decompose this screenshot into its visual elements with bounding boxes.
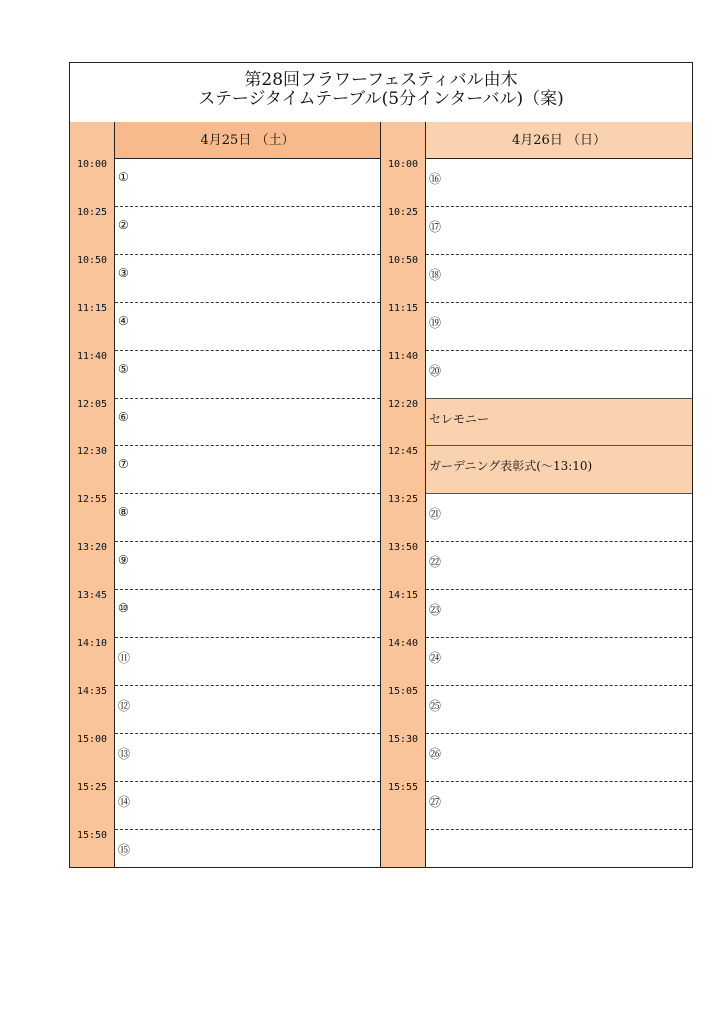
slot-label: ㉖ (429, 746, 442, 761)
time-column-day1 (70, 158, 115, 867)
row-divider (426, 733, 692, 734)
time-label: 15:55 (387, 781, 419, 793)
row-divider (115, 685, 380, 686)
slot-label: ガーデニング表彰式(～13:10) (429, 459, 593, 474)
time-label: 15:25 (76, 781, 108, 793)
row-divider (426, 350, 692, 351)
slot-label: ㉗ (429, 794, 442, 809)
time-label: 12:55 (76, 494, 108, 506)
slot-label: ⑭ (118, 794, 131, 809)
time-label: 13:45 (76, 590, 108, 602)
slot-label: ④ (118, 313, 129, 328)
time-label: 12:20 (387, 398, 419, 410)
time-label: 14:15 (387, 590, 419, 602)
slot-label: セレモニー (429, 411, 490, 426)
day2-header: 4月26日 （日） (426, 122, 692, 158)
time-label: 13:25 (387, 494, 419, 506)
row-divider (115, 589, 380, 590)
slot-label: ② (118, 217, 129, 232)
row-divider (426, 445, 692, 446)
slot-label: ⑤ (118, 361, 129, 376)
slot-label: ⑨ (118, 553, 129, 568)
title-line-2: ステージタイムテーブル(5分インターバル)（案) (198, 89, 564, 109)
time-label: 11:15 (76, 302, 108, 314)
time-label: 12:45 (387, 446, 419, 458)
slot-label: ⑲ (429, 315, 442, 330)
day1-column (115, 158, 381, 867)
time-label: 13:20 (76, 542, 108, 554)
row-divider (115, 829, 380, 830)
row-divider (115, 445, 380, 446)
slot-label: ⑩ (118, 601, 129, 616)
slot-label: ⑦ (118, 457, 129, 472)
time-label: 15:05 (387, 685, 419, 697)
slot-label: ⑥ (118, 409, 129, 424)
slot-label: ㉒ (429, 555, 442, 570)
row-divider (115, 781, 380, 782)
row-divider (115, 493, 380, 494)
time-label: 10:00 (387, 159, 419, 170)
slot-label: ⑱ (429, 267, 442, 282)
title-line-1: 第28回フラワーフェスティバル由木 (244, 70, 518, 90)
time-label: 10:25 (76, 206, 108, 218)
title-box (70, 63, 692, 123)
slot-label: ㉑ (429, 507, 442, 522)
slot-label: ③ (118, 265, 129, 280)
row-divider (115, 302, 380, 303)
slot-label: ㉔ (429, 651, 442, 665)
row-divider (426, 493, 692, 494)
row-divider (115, 350, 380, 351)
slot-label: ⑰ (429, 219, 442, 234)
time-label: 10:00 (76, 159, 108, 170)
slot-label: ⑮ (118, 842, 131, 857)
time-header-day2 (381, 122, 426, 158)
time-label: 10:25 (387, 206, 419, 218)
time-label: 11:15 (387, 302, 419, 314)
time-label: 12:30 (76, 446, 108, 458)
row-divider (115, 637, 380, 638)
time-label: 10:50 (76, 254, 108, 266)
row-divider (426, 302, 692, 303)
row-divider (115, 398, 380, 399)
slot-label: ⑳ (429, 363, 442, 378)
time-label: 11:40 (76, 350, 108, 362)
slot-label: ⑪ (118, 651, 131, 665)
timetable-sheet (69, 62, 693, 868)
day2-column (426, 158, 692, 867)
row-divider (426, 829, 692, 830)
row-divider (426, 781, 692, 782)
row-divider (426, 589, 692, 590)
row-divider (426, 398, 692, 399)
row-divider (115, 254, 380, 255)
time-label: 14:35 (76, 685, 108, 697)
header-row (70, 122, 692, 159)
time-label: 15:00 (76, 733, 108, 745)
time-label: 12:05 (76, 398, 108, 410)
row-divider (115, 733, 380, 734)
slot-label: ㉕ (429, 698, 442, 713)
time-label: 11:40 (387, 350, 419, 362)
row-divider (426, 206, 692, 207)
slot-label: ⑫ (118, 698, 131, 713)
row-divider (426, 685, 692, 686)
time-label: 10:50 (387, 254, 419, 266)
time-label: 13:50 (387, 542, 419, 554)
time-label: 15:30 (387, 733, 419, 745)
row-divider (426, 637, 692, 638)
time-label: 15:50 (76, 829, 108, 841)
row-divider (115, 541, 380, 542)
row-divider (426, 254, 692, 255)
day1-header: 4月25日 （土） (115, 122, 381, 158)
time-label: 14:10 (76, 638, 108, 649)
slot-label: ⑯ (429, 172, 442, 186)
row-divider (426, 541, 692, 542)
slot-label: ① (118, 170, 129, 184)
time-header-day1 (70, 122, 115, 158)
slot-label: ⑬ (118, 746, 131, 761)
slot-label: ⑧ (118, 505, 129, 520)
time-column-day2 (381, 158, 426, 867)
time-label: 14:40 (387, 638, 419, 649)
row-divider (115, 206, 380, 207)
slot-label: ㉓ (429, 603, 442, 618)
